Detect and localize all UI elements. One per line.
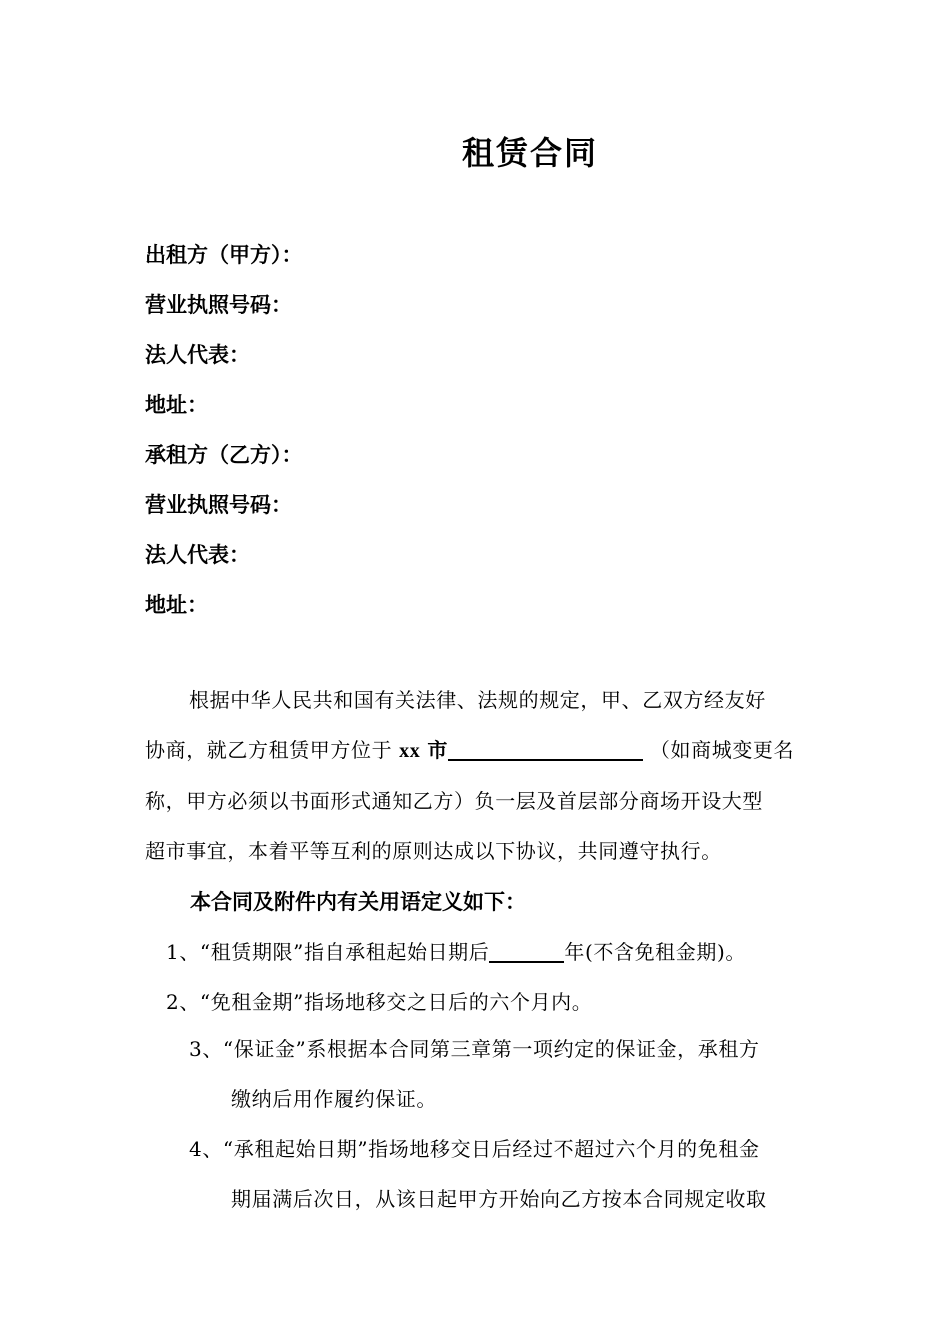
preamble-line-2: 协商，就乙方租赁甲方位于 xx 市 （如商城变更名 bbox=[145, 738, 795, 762]
lessee-license-label: 营业执照号码： bbox=[145, 493, 292, 517]
definition-item-3-line-1: 3、“保证金”系根据本合同第三章第一项约定的保证金，承租方 bbox=[189, 1037, 760, 1061]
definition-item-4-line-1: 4、“承租起始日期”指场地移交日后经过不超过六个月的免租金 bbox=[189, 1137, 760, 1161]
definitions-heading: 本合同及附件内有关用语定义如下： bbox=[190, 890, 526, 914]
lease-years-blank bbox=[489, 939, 564, 963]
preamble-paragraph bbox=[145, 675, 835, 876]
preamble-line-4: 超市事宜，本着平等互利的原则达成以下协议，共同遵守执行。 bbox=[145, 839, 722, 863]
definition-item-3-line-2: 缴纳后用作履约保证。 bbox=[231, 1087, 437, 1111]
document-title: 租赁合同 bbox=[461, 134, 598, 172]
lessor-label: 出租方（甲方）： bbox=[145, 243, 303, 267]
definition-item-4 bbox=[189, 1124, 767, 1224]
lessor-address-label: 地址： bbox=[145, 393, 208, 417]
lessee-label: 承租方（乙方）： bbox=[145, 443, 303, 467]
lessee-rep-label: 法人代表： bbox=[145, 543, 250, 567]
preamble-line-1: 根据中华人民共和国有关法律、法规的规定，甲、乙双方经友好 bbox=[189, 688, 766, 712]
definition-item-2: 2、“免租金期”指场地移交之日后的六个月内。 bbox=[166, 990, 593, 1014]
preamble-line-3: 称，甲方必须以书面形式通知乙方）负一层及首层部分商场开设大型 bbox=[145, 789, 763, 813]
lessor-license-label: 营业执照号码： bbox=[145, 293, 292, 317]
definition-item-4-line-2: 期届满后次日，从该日起甲方开始向乙方按本合同规定收取 bbox=[231, 1187, 767, 1211]
lessee-address-label: 地址： bbox=[145, 593, 208, 617]
lessor-rep-label: 法人代表： bbox=[145, 343, 250, 367]
definition-item-1: 1、“租赁期限”指自承租起始日期后 年(不含免租金期)。 bbox=[166, 940, 746, 964]
location-blank bbox=[448, 737, 643, 761]
definition-item-3 bbox=[189, 1024, 760, 1124]
